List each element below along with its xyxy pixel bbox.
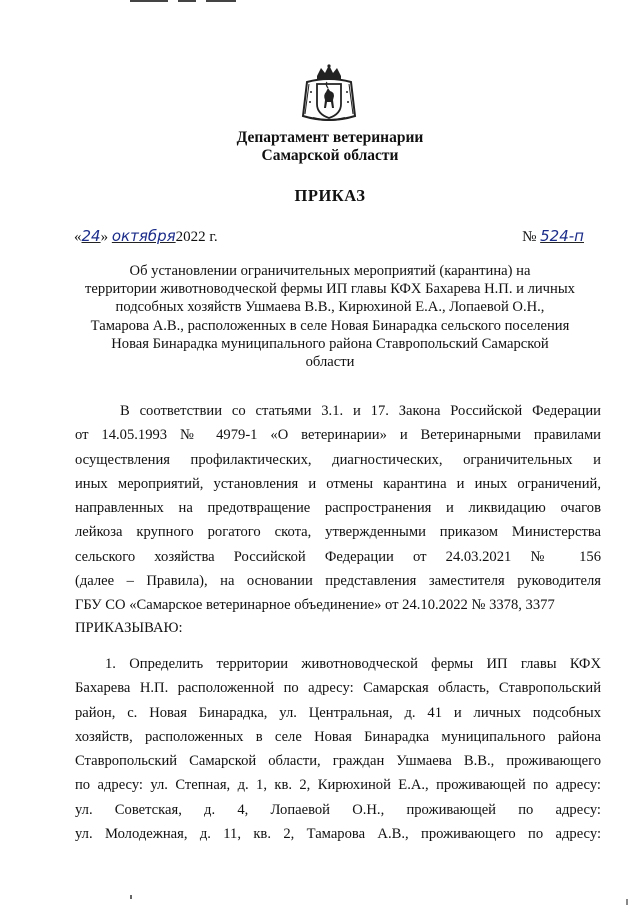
subject-line: Новая Бинарадка муниципального района Ставропольский Самарской — [111, 335, 549, 352]
text-line: лейкоза крупного рогатого скота, утвержденными приказом Министерства — [75, 524, 601, 541]
department-name-line-2: Самарской области — [261, 147, 399, 164]
text-line: по адресу: ул. Степная, д. 1, кв. 2, Кирюхиной Е.А., проживающей по адресу: — [75, 777, 601, 794]
order-date — [74, 227, 218, 246]
text-line — [75, 846, 601, 870]
subject-line: территории животноводческой фермы ИП главы КФХ Бахарева Н.П. и личных — [85, 281, 575, 298]
date-month-handwritten: октября — [111, 227, 176, 245]
subject-line: подсобных хозяйств Ушмаева В.В., Кирюхиной Е.А., Лопаевой О.Н., — [115, 299, 545, 316]
department-name-line-1: Департамент ветеринарии — [236, 129, 424, 146]
scan-corner-mark — [626, 899, 638, 905]
document-title: ПРИКАЗ — [294, 186, 366, 205]
text-line: 1. Определить территории животноводческой фермы ИП главы КФХ — [105, 656, 601, 672]
subject-line: области — [305, 354, 355, 371]
text-line: В соответствии со статьями 3.1. и 17. Закона Российской Федерации — [120, 403, 601, 419]
text-line: ул. Советская, д. 4, Лопаевой О.Н., проживающей по адресу: — [75, 801, 601, 818]
order-number — [522, 227, 584, 246]
text-line: осуществления профилактических, диагностических, ограничительных и — [75, 451, 601, 468]
scan-edge-mark — [130, 0, 250, 3]
order-number-handwritten: 524-п — [540, 227, 584, 245]
date-day-handwritten: 24 — [81, 227, 101, 245]
text-line: от 14.05.1993 № 4979-1 «О ветеринарии» и Ветеринарными правилами — [75, 427, 601, 444]
date-quote-close: » — [100, 229, 109, 245]
text-line: иных мероприятий, установления и отмены карантина и иных ограничений, — [75, 475, 601, 492]
preamble-paragraph — [75, 399, 601, 618]
item-1-paragraph — [75, 652, 601, 871]
text-line: (далее – Правила), на основании представления заместителя руководителя — [75, 573, 601, 590]
order-keyword: ПРИКАЗЫВАЮ: — [75, 620, 183, 636]
order-subject — [50, 262, 610, 371]
text-line: Бахарева Н.П. расположенной по адресу: Самарская область, Ставропольский — [75, 680, 601, 697]
date-year: 2022 г. — [175, 229, 218, 245]
text-line: ул. Молодежная, д. 11, кв. 2, Тамарова А.В., проживающего по адресу: — [75, 826, 601, 843]
text-line: ГБУ СО «Самарское ветеринарное объединение» от 24.10.2022 № 3378, 3377 — [75, 597, 555, 614]
text-line: хозяйств, расположенных в селе Новая Бинарадка муниципального района — [75, 728, 601, 745]
text-line: район, с. Новая Бинарадка, ул. Центральная, д. 41 и личных подсобных — [75, 704, 601, 721]
samara-coat-of-arms-icon — [297, 62, 361, 126]
date-quote-open: « — [74, 229, 82, 245]
text-line: Ставропольский Самарской области, граждан Ушмаева В.В., проживающего — [75, 753, 601, 770]
text-line: сельского хозяйства Российской Федерации от 24.03.2021 № 156 — [75, 548, 601, 565]
scan-speck — [130, 895, 132, 899]
subject-line: Об установлении ограничительных мероприятий (карантина) на — [129, 263, 531, 279]
order-number-prefix: № — [522, 229, 537, 245]
text-line: направленных на предотвращение распространения и ликвидацию очагов — [75, 500, 601, 517]
subject-line: Тамарова А.В., расположенных в селе Новая Бинарадка сельского поселения — [90, 317, 570, 334]
